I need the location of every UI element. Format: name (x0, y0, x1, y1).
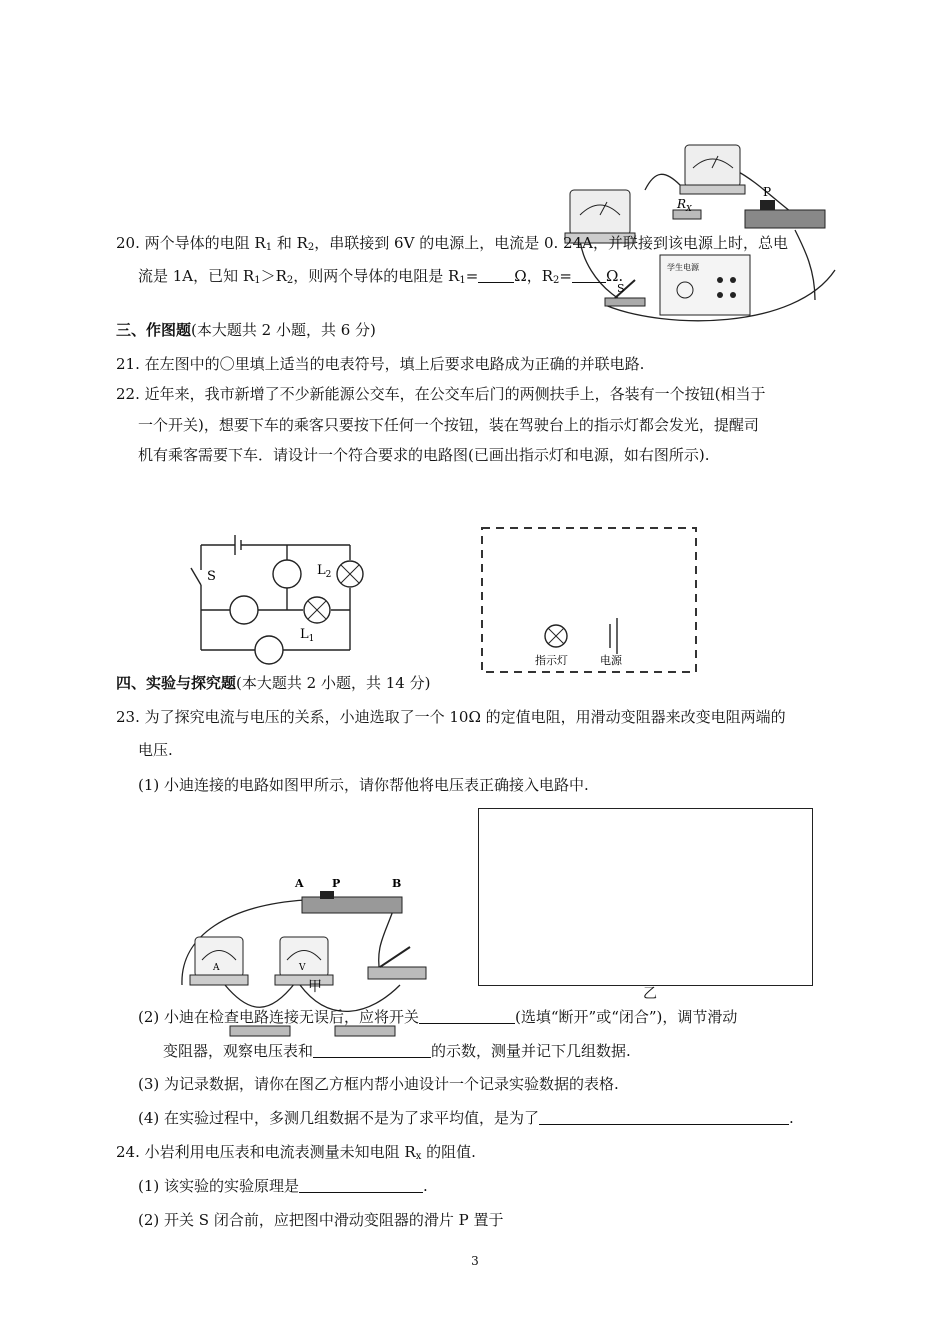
q21-circuit-diagram (185, 530, 355, 665)
q20-line-2: 流是 1A，已知 $R_1>R_2$，则两个导体的电阻是 $R_1= \Omega$，$R_2= \Omega$. (138, 267, 624, 286)
indicator-lamp-label: 指示灯 (535, 654, 568, 667)
q23-part-2-line-1: (2) 小迪在检查电路连接无误后，应将开关 (选填“断开”或“闭合”)，调节滑动 (138, 1008, 738, 1026)
power-supply-icon (660, 255, 750, 315)
q24-part-2: (2) 开关 S 闭合前，应把图中滑动变阻器的滑片 P 置于 (138, 1211, 504, 1229)
meter-circle-top[interactable] (273, 560, 301, 588)
section-3-heading: 三、作图题(本大题共 2 小题，共 6 分) (116, 321, 376, 339)
q22-line-3: 机有乘客需要下车．请设计一个符合要求的电路图(已画出指示灯和电源，如右图所示). (138, 446, 710, 464)
ammeter-label: A (213, 963, 220, 973)
q23-line-2: 电压. (138, 741, 173, 759)
rheostat-p-label: P (332, 877, 341, 890)
meter-circle-bottom[interactable] (255, 636, 283, 664)
switch-s-label: S (207, 569, 216, 584)
lamp-l1-label: $L_1$ (300, 627, 315, 644)
q24-part-1: (1) 该实验的实验原理是 . (138, 1177, 428, 1195)
q23-line-1: 23. 为了探究电流与电压的关系，小迪选取了一个 10Ω 的定值电阻，用滑动变阻器来改变电阻两端的 (116, 708, 786, 726)
voltmeter-label: V (299, 963, 306, 973)
rheostat-icon (302, 891, 402, 913)
meter-blank[interactable] (313, 1043, 431, 1058)
figure-yi-table-box[interactable] (478, 808, 813, 986)
q23-figure-jia (170, 875, 440, 1025)
q24-apparatus-figure (545, 130, 845, 330)
ammeter-icon (190, 937, 248, 985)
lamp-l2-label: $L_2$ (317, 563, 332, 580)
power-source-icon (610, 618, 617, 654)
lamp-l2-icon (337, 561, 363, 587)
q24-line-1: 24. 小岩利用电压表和电流表测量未知电阻 $R_x$ 的阻值. (116, 1143, 476, 1162)
power-source-label: 电源 (600, 654, 622, 667)
figure-yi-caption: 乙 (643, 986, 657, 1002)
r1-blank[interactable] (478, 268, 514, 283)
q22-line-1: 22. 近年来，我市新增了不少新能源公交车，在公交车后门的两侧扶手上，各装有一个按钮(相当于 (116, 385, 766, 403)
p-label: P (763, 185, 772, 199)
q20-line-1: 20. 两个导体的电阻 $R_1$ 和 $R_2$，串联接到 6V 的电源上，电流是 0. 24A，并联接到该电源上时，总电 (116, 234, 788, 253)
figure-jia-caption: 甲 (308, 979, 322, 995)
lamp-l1-icon (304, 597, 330, 623)
section-4-heading: 四、实验与探究题(本大题共 2 小题，共 14 分) (116, 674, 431, 692)
rheostat-b-label: B (392, 877, 402, 890)
switch-state-blank[interactable] (419, 1009, 515, 1024)
supply-label: 学生电源 (667, 263, 699, 272)
q23-part-2-line-2: 变阻器，观察电压表和 的示数，测量并记下几组数据. (163, 1042, 631, 1060)
purpose-blank[interactable] (539, 1110, 789, 1125)
r2-blank[interactable] (572, 268, 606, 283)
rheostat-a-label: A (295, 877, 304, 890)
q23-part-3: (3) 为记录数据，请你在图乙方框内帮小迪设计一个记录实验数据的表格. (138, 1075, 619, 1093)
q23-part-4: (4) 在实验过程中，多测几组数据不是为了求平均值，是为了 . (138, 1109, 794, 1127)
page-number: 3 (471, 1254, 479, 1268)
q23-part-1: (1) 小迪连接的电路如图甲所示，请你帮他将电压表正确接入电路中. (138, 776, 589, 794)
voltmeter-icon (275, 937, 333, 985)
q22-line-2: 一个开关)，想要下车的乘客只要按下任何一个按钮，装在驾驶台上的指示灯都会发光，提醒司 (138, 416, 759, 434)
meter-circle-middle[interactable] (230, 596, 258, 624)
principle-blank[interactable] (299, 1178, 423, 1193)
q22-design-frame (480, 526, 700, 676)
q21-text: 21. 在左图中的〇里填上适当的电表符号，填上后要求电路成为正确的并联电路. (116, 355, 645, 373)
switch-icon (368, 947, 426, 979)
indicator-lamp-icon (545, 625, 567, 647)
voltmeter-icon (680, 145, 745, 194)
s-label: S (617, 282, 625, 295)
rx-label: $R_X$ (677, 197, 692, 213)
